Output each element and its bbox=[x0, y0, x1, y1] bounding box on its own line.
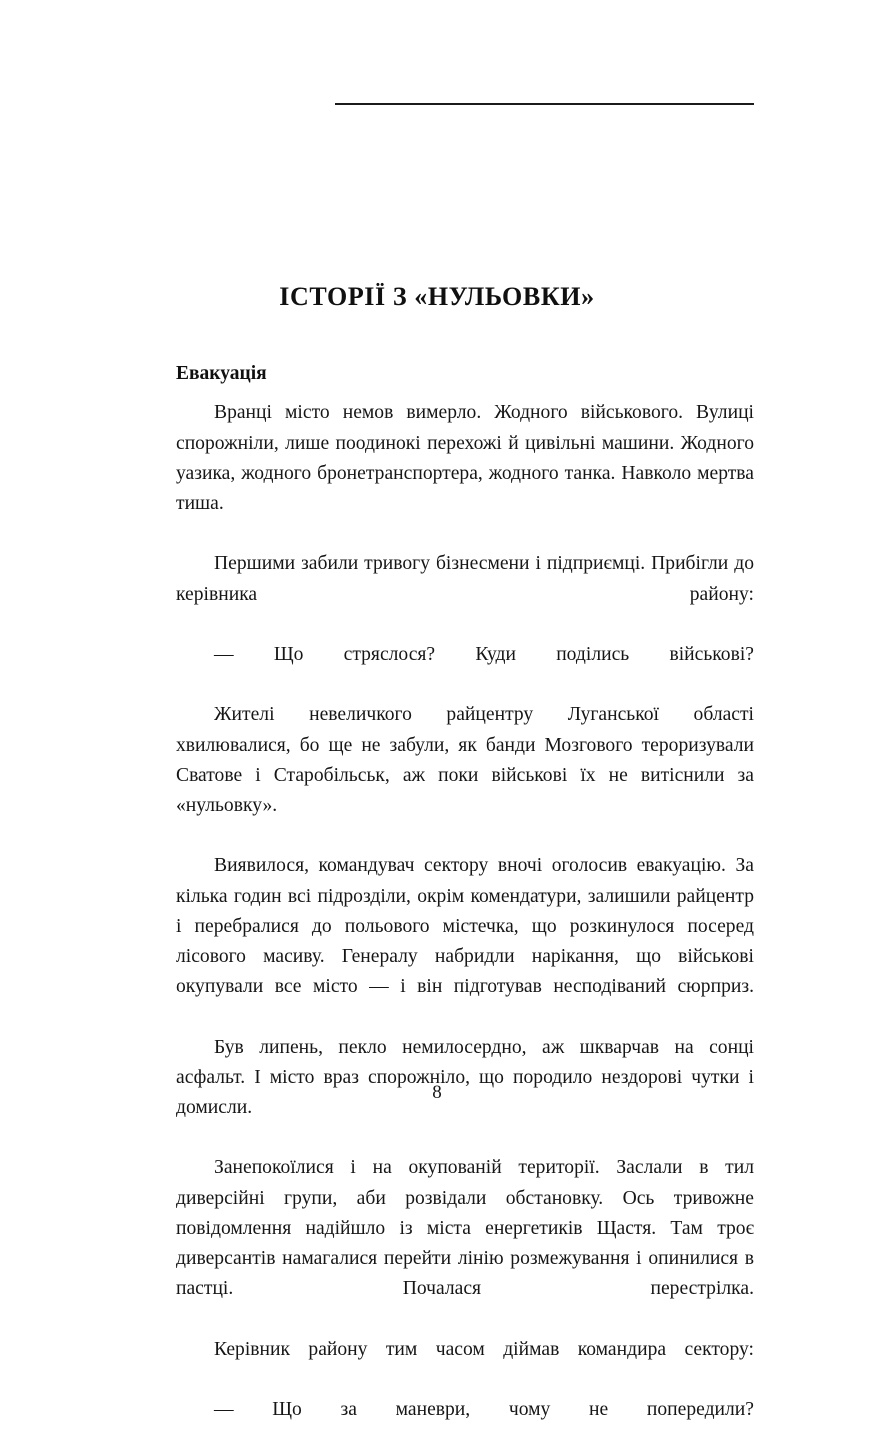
page-number: 8 bbox=[432, 1082, 442, 1103]
chapter-title: ІСТОРІЇ З «НУЛЬОВКИ» bbox=[279, 282, 595, 312]
body-paragraph: Першими забили тривогу бізнесмени і підприємці. Прибігли до керівника району: bbox=[176, 553, 754, 605]
dialogue-line: — Що за маневри, чому не попередили? bbox=[214, 1399, 754, 1421]
body-paragraph: Вранці місто немов вимерло. Жодного військового. Вулиці спорожніли, лише поодинокі перехожі й цивільні машини. Жодного уазика, жодного бронетранспортера, жодного танка. Навколо мертва тиша. bbox=[176, 402, 754, 514]
body-paragraph: Був липень, пекло немилосердно, аж шкварчав на сонці асфальт. І місто враз спорожніло, що породило нездорові чутки і домисли. bbox=[176, 1036, 754, 1119]
text-column bbox=[176, 362, 754, 1455]
header-rule-divider bbox=[335, 103, 754, 105]
dialogue-line: — Що стряслося? Куди поділись військові? bbox=[214, 644, 754, 665]
running-head bbox=[0, 103, 874, 115]
body-paragraph: Жителі невеличкого райцентру Луганської області хвилювалися, бо ще не забули, як банди Мозгового тероризували Сватове і Старобільськ, аж поки військові їх не витіснили за «нульовку». bbox=[176, 704, 754, 817]
section-heading: Евакуація bbox=[176, 363, 267, 384]
body-paragraph: Занепокоїлися і на окупованій території. Заслали в тил диверсійні групи, аби розвідали обстановку. Ось тривожне повідомлення надійшло із міста енергетиків Щастя. Там троє диверсантів намагалися перейти лінію розмежування і опинилися в пастці. Почалася перестрілка. bbox=[176, 1157, 754, 1300]
body-paragraph: Керівник району тим часом діймав командира сектору: bbox=[214, 1338, 754, 1360]
body-paragraph: Виявилося, командувач сектору вночі оголосив евакуацію. За кілька годин всі підрозділи, окрім комендатури, залишили райцентр і перебралися до польового містечка, що розкинулося посеред лісового масиву. Генералу набридли нарікання, що військові окупували все місто — і він підготував несподіваний сюрприз. bbox=[176, 855, 754, 998]
